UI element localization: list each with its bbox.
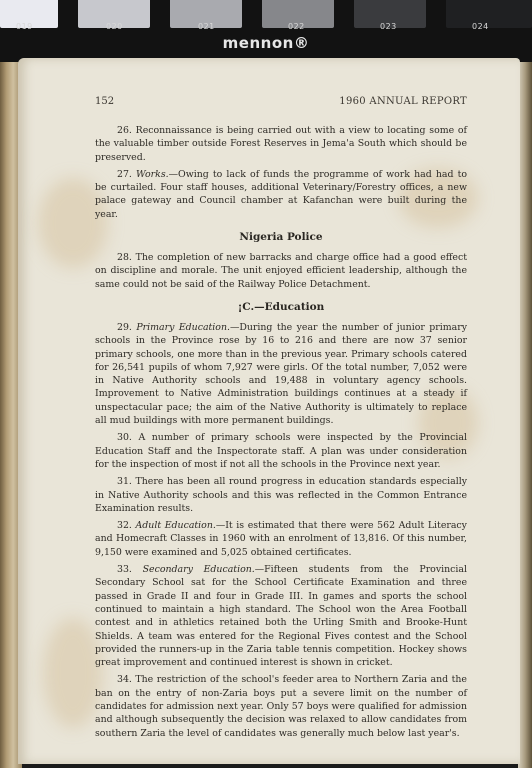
page-stain <box>43 618 103 728</box>
paragraph-label: Adult Education. <box>135 520 216 532</box>
paragraph-34: 34. The restriction of the school's feeder area to Northern Zaria and the ban on the entry of non-Zaria boys put a severe limit on the number of candidates for admission next year. Only 57 boys were qualified for admission and although subsequently the decision was relaxed to allow candidates from southern Zaria the level of candidates was generally much below last year's. <box>95 674 467 739</box>
heading-education: ¡C.—Education <box>237 300 325 313</box>
page-content <box>95 96 467 740</box>
paragraph-number: 29. <box>117 321 137 333</box>
paragraph-number: 27. <box>117 168 137 180</box>
paragraph-text: —During the year the number of junior primary schools in the Province rose by 16 to 216 and there are now 37 senior primary schools, one more than in the previous year. Primary schools catered for 26,541 pupils of whom 7,927 were girls. Of the total number, 7,052 were in Native Authority schools and 19,488 in voluntary agency schools. Improvement to Native Administration buildings continues at a steady if unspectacular pace; the aim of the Native Authority is ultimately to replace all mud buildings with more permanent buildings. <box>95 321 467 427</box>
paragraph-30: 30. A number of primary schools were inspected by the Provincial Education Staff and the Inspectorate staff. A plan was under consideration for the inspection of most if not all the schools in the Province next year. <box>95 432 467 470</box>
page-number: 152 <box>95 96 115 107</box>
paragraph-label: Works. <box>136 168 169 180</box>
paragraph-label: Secondary Education. <box>142 564 255 576</box>
patch-label-020: 020 <box>106 22 123 31</box>
gray-patch-024 <box>446 0 532 28</box>
patch-label-022: 022 <box>288 22 305 31</box>
paragraph-33 <box>95 563 467 669</box>
patch-label-024: 024 <box>472 22 489 31</box>
paragraph-32 <box>95 519 467 559</box>
heading-nigeria-police: Nigeria Police <box>239 231 323 244</box>
running-head <box>95 96 467 112</box>
paragraph-text: —It is estimated that there were 562 Adult Literacy and Homecraft Classes in 1960 with an enrolment of 13,816. Of this number, 9,150 were examined and 5,025 obtained certificates. <box>95 520 467 558</box>
paragraph-number: 33. <box>117 564 143 576</box>
paragraph-text: —Fifteen students from the Provincial Secondary School sat for the School Certificate Examination and three passed in Grade II and four in Grade III. In games and sports the school continued to maintain a high standard. The School won the Area Football contest and in athletics retained both the Urling Smith and Brooke-Hunt Shields. A team was entered for the Regional Fives contest and the School provided the runners-up in the Zaria table tennis competition. Hockey shows great improvement and continued interest is shown in cricket. <box>95 564 467 669</box>
paragraph-26: 26. Reconnaissance is being carried out with a view to locating some of the valuable timber outside Forest Reserves in Jema'a South which should be preserved. <box>95 125 467 163</box>
paragraph-29 <box>95 321 467 427</box>
patch-label-021: 021 <box>198 22 215 31</box>
paragraph-27 <box>95 168 467 221</box>
paragraph-28: 28. The completion of new barracks and charge office had a good effect on discipline and morale. The unit enjoyed efficient leadership, although the same could not be said of the Railway Police Detachment. <box>95 252 467 290</box>
paragraph-text: —Owing to lack of funds the programme of work had had to be curtailed. Four staff houses, additional Veterinary/Forestry offices, a new palace gateway and Council chamber at Kafanchan were built during the year. <box>95 168 467 220</box>
calibration-strip <box>0 0 532 62</box>
paragraph-number: 32. <box>117 520 136 532</box>
brand-logo: mennon® <box>222 34 310 52</box>
paragraph-31: 31. There has been all round progress in education standards especially in Native Authority schools and this was reflected in the Common Entrance Examination results. <box>95 476 467 514</box>
book-edge-right <box>518 62 532 768</box>
patch-label-023: 023 <box>380 22 397 31</box>
patch-label-019: 019 <box>16 22 33 31</box>
running-title: 1960 ANNUAL REPORT <box>339 96 467 107</box>
paragraph-label: Primary Education. <box>136 321 230 333</box>
